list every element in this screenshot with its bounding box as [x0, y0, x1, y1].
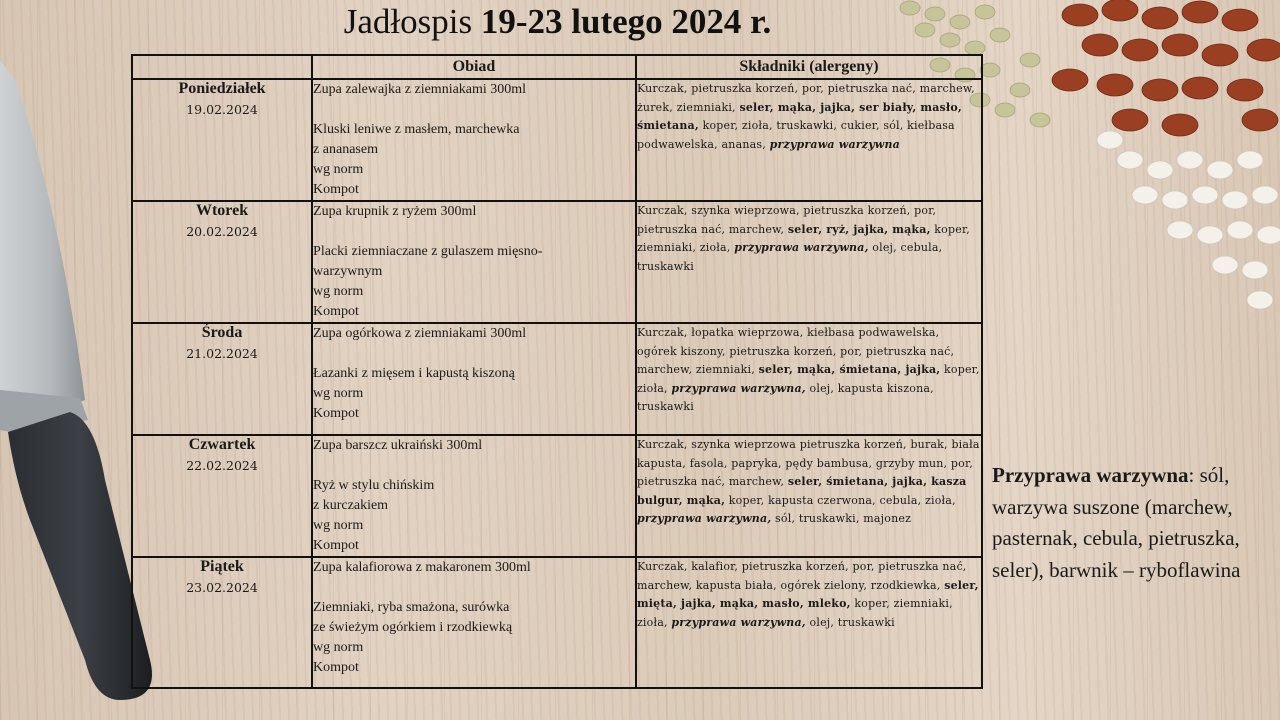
obiad-cell [312, 201, 636, 323]
skladniki-cell [636, 201, 982, 323]
spice-text: przyprawa warzywna, [636, 512, 772, 525]
day-name: Poniedziałek [178, 80, 266, 97]
obiad-line [313, 456, 635, 476]
menu-body [132, 79, 982, 688]
ingredient-text: koper, ziemniaki, zioła, [636, 222, 970, 254]
obiad-line: wg norm [313, 386, 364, 401]
spice-text: przyprawa warzywna, [671, 615, 806, 629]
spice-note-heading: Przyprawa warzywna [992, 463, 1189, 487]
day-cell [132, 557, 312, 688]
ingredient-text: Kurczak, kalafior, pietruszka korzeń, por, pietruszka nać, marchew, kapusta biała, ogórek zielony, rzodkiewka, [636, 560, 967, 592]
obiad-line: warzywnym [313, 264, 383, 279]
day-name: Piątek [200, 558, 244, 575]
skladniki-cell [636, 79, 982, 201]
day-cell [132, 201, 312, 323]
day-cell [132, 435, 312, 557]
day-row [132, 557, 982, 688]
obiad-line: Kompot [313, 304, 359, 319]
day-row [132, 201, 982, 323]
ingredient-text: koper, kapusta czerwona, cebula, zioła, [725, 493, 956, 507]
obiad-line: wg norm [313, 284, 364, 299]
allergen-text: seler, mięta, jajka, mąka, masło, mleko, [636, 578, 979, 610]
obiad-cell [312, 435, 636, 557]
obiad-line: Zupa krupnik z ryżem 300ml [313, 204, 477, 219]
obiad-line: Kompot [313, 660, 359, 675]
title-prefix: Jadłospis [343, 2, 481, 41]
allergen-text: seler, śmietana, jajka, kasza bulgur, mąka, [636, 475, 967, 507]
obiad-line: Kompot [313, 538, 359, 553]
spice-note [992, 460, 1262, 586]
day-row [132, 79, 982, 201]
allergen-text: seler, mąka, jajka, ser biały, masło, śmietana, [636, 100, 962, 132]
ingredient-text: Kurczak, pietruszka korzeń, por, pietruszka nać, marchew, żurek, ziemniaki, [636, 82, 975, 114]
day-name: Środa [201, 324, 243, 341]
day-name: Czwartek [188, 436, 256, 453]
ingredient-text: olej, truskawki [805, 615, 895, 629]
header-day [132, 55, 312, 79]
skladniki-cell [636, 435, 982, 557]
day-date: 19.02.2024 [186, 102, 258, 117]
obiad-cell [312, 557, 636, 688]
obiad-line: Ryż w stylu chińskim [313, 478, 435, 493]
header-row [132, 55, 982, 79]
ingredient-text: Kurczak, łopatka wieprzowa, kiełbasa podwawelska, ogórek kiszony, pietruszka korzeń, por, pietruszka nać, marchew, ziemniaki, [636, 326, 955, 376]
obiad-line: Zupa barszcz ukraiński 300ml [313, 438, 483, 453]
obiad-line: wg norm [313, 518, 364, 533]
obiad-line: Kompot [313, 182, 359, 197]
obiad-line: Zupa ogórkowa z ziemniakami 300ml [313, 326, 527, 341]
obiad-line [313, 100, 635, 120]
menu-table [131, 54, 983, 689]
day-cell [132, 323, 312, 435]
obiad-line: Zupa zalewajka z ziemniakami 300ml [313, 82, 527, 97]
ingredient-text: Kurczak, szynka wieprzowa, pietruszka korzeń, por, pietruszka nać, marchew, [636, 204, 937, 236]
day-date: 20.02.2024 [186, 224, 258, 239]
ingredient-text: koper, ziemniaki, zioła, [636, 597, 953, 629]
day-row [132, 435, 982, 557]
allergen-text: seler, mąka, śmietana, jajka, [758, 363, 941, 376]
obiad-line: z kurczakiem [313, 498, 389, 513]
obiad-line: ze świeżym ogórkiem i rzodkiewką [313, 620, 513, 635]
spice-text: przyprawa warzywna [769, 137, 900, 151]
obiad-line: wg norm [313, 640, 364, 655]
day-date: 21.02.2024 [186, 346, 258, 361]
spice-note-text: : sól, warzywa suszone (marchew, pasternak, cebula, pietruszka, seler), barwnik – ryboflawina [992, 463, 1241, 582]
day-name: Wtorek [195, 202, 249, 219]
day-row [132, 323, 982, 435]
obiad-line: Placki ziemniaczane z gulaszem mięsno- [313, 244, 543, 259]
ingredient-text: koper, zioła, [636, 363, 980, 395]
obiad-line: Zupa kalafiorowa z makaronem 300ml [313, 560, 531, 575]
obiad-cell [312, 79, 636, 201]
obiad-cell [312, 323, 636, 435]
obiad-line: wg norm [313, 162, 364, 177]
day-cell [132, 79, 312, 201]
obiad-line: Ziemniaki, ryba smażona, surówka [313, 600, 510, 615]
ingredient-text: olej, kapusta kiszona, truskawki [636, 381, 934, 413]
page-title [0, 2, 1115, 42]
obiad-line: Kluski leniwe z masłem, marchewka [313, 122, 520, 137]
day-date: 23.02.2024 [186, 580, 258, 595]
allergen-text: seler, ryż, jajka, mąka, [787, 222, 931, 236]
obiad-line [313, 578, 635, 598]
obiad-line [313, 344, 635, 364]
obiad-line: Łazanki z mięsem i kapustą kiszoną [313, 366, 515, 381]
spice-text: przyprawa warzywna, [734, 241, 869, 254]
ingredient-text: Kurczak, szynka wieprzowa pietruszka korzeń, burak, biała kapusta, fasola, papryka, pędy bambusa, grzyby mun, por, pietruszka nać, marchew, [636, 438, 980, 488]
header-skladniki: Składniki (alergeny) [636, 55, 982, 79]
obiad-line: Kompot [313, 406, 359, 421]
obiad-line [313, 222, 635, 242]
day-date: 22.02.2024 [186, 458, 258, 473]
skladniki-cell [636, 323, 982, 435]
obiad-line: z ananasem [313, 142, 378, 157]
ingredient-text: olej, cebula, truskawki [636, 241, 943, 273]
skladniki-cell [636, 557, 982, 688]
ingredient-text: koper, zioła, truskawki, cukier, sól, kiełbasa podwawelska, ananas, [636, 119, 955, 151]
ingredient-text: sól, truskawki, majonez [771, 512, 912, 525]
header-obiad: Obiad [312, 55, 636, 79]
title-dates: 19-23 lutego 2024 r. [480, 2, 772, 41]
spice-text: przyprawa warzywna, [671, 381, 806, 395]
